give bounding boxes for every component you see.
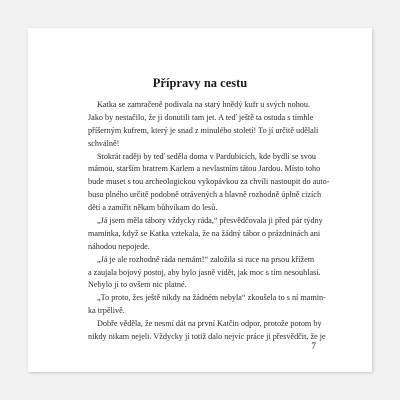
text-line: Katka se zamračeně podívala na starý hnědý kufr u svých nohou. — [97, 100, 311, 109]
text-line: schválně! — [88, 138, 120, 148]
text-line: „Já jsem měla tábory vždycky ráda,“ přesvědčovala ji před pár týdny — [97, 216, 323, 226]
text-line: a zaujala bojový postoj, aby bylo jasně vidět, jak moc s tím nesouhlasí. — [88, 267, 321, 277]
text-line: „Já je ale rozhodně ráda nemám!“ založila si ruce na prsou křížem — [97, 254, 315, 264]
text-line: dětí a zamířit někam bůhvíkam do lesů. — [88, 203, 218, 213]
text-line: Nebylo jí to ovšem nic platné. — [88, 280, 187, 290]
text-line: ka trpělivě. — [88, 306, 125, 316]
text-line: busu plného určitě podobně otrávených a hlavně rozhodně úplně cizích — [88, 190, 322, 200]
text-line: maminka, když se Katka vztekala, že na žádný tábor o prázdninách ani — [88, 228, 321, 238]
text-line: náhodou nepojede. — [88, 241, 150, 251]
text-line: bude muset s tou archeologickou vykopávkou za chvíli nastoupit do auto- — [88, 177, 330, 187]
text-line: příšerným kufrem, který je snad z minulého století! To jí určitě udělali — [88, 125, 319, 135]
text-line: mámou, starším bratrem Karlem a nevlastním tátou Jardou. Místo toho — [88, 164, 321, 174]
text-line: „To proto, žes ještě nikdy na žádném nebyla“ zkoušela to s ní mamin- — [97, 293, 326, 303]
chapter-body — [88, 99, 366, 344]
page-number: 7 — [311, 342, 316, 352]
book-page — [28, 28, 372, 372]
text-line: nikdy nikam nejeli. Vždycky jí totiž dalo nejvíc práce ji přesvědčit, že je — [88, 332, 326, 342]
chapter-title: Přípravy na cestu — [152, 76, 248, 90]
text-line: Stokrát raději by teď seděla doma v Pardubicích, kde bydlí se svou — [97, 151, 317, 161]
text-line: Jako by nestačilo, že ji donutili tam jet. A teď ještě ta ostuda s tímhle — [88, 112, 314, 122]
text-line: Dobře věděla, že nesmí dát na první Katčin odpor, protože potom by — [97, 319, 322, 329]
